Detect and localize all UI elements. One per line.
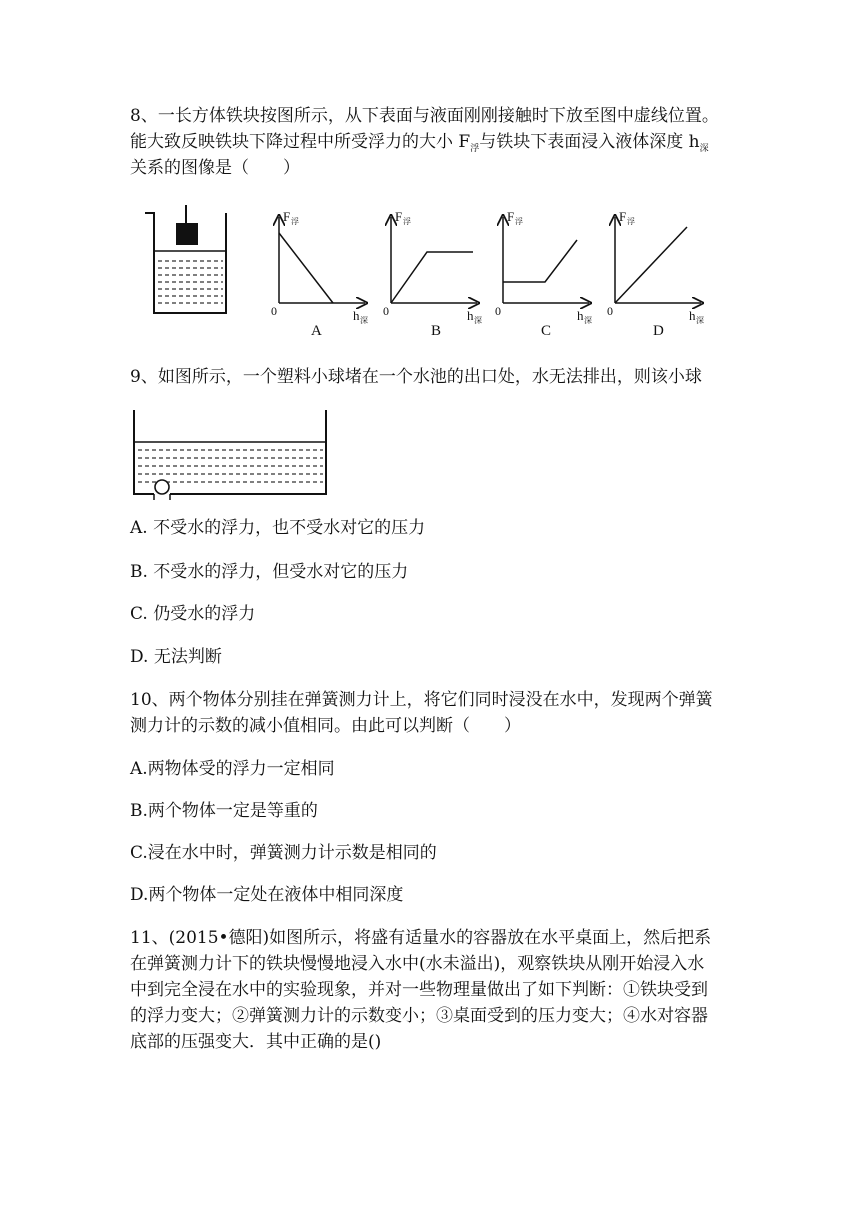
graph-c-ysub: 浮 [515,217,523,226]
pool-figure [130,408,330,500]
graph-d-ysub: 浮 [627,217,635,226]
graph-d-line [615,227,687,303]
graph-a-origin: 0 [271,304,277,318]
q11-line3: 中到完全浸在水中的实验现象，并对一些物理量做出了如下判断：①铁块受到 [130,980,708,1000]
q8-line2-b: 与铁块下表面浸入液体深度 h [479,132,700,152]
graph-d-origin: 0 [607,304,613,318]
graph-b-ysub: 浮 [403,217,411,226]
graph-c-label: C [541,323,552,339]
graph-b-origin: 0 [383,304,389,318]
graph-a-ylabel: F [283,209,291,224]
q11-line2: 在弹簧测力计下的铁块慢慢地浸入水中(水未溢出)，观察铁块从刚开始浸入水 [130,954,705,974]
graph-d-label: D [653,323,664,339]
q8-sub-fu: 浮 [470,144,480,154]
graph-c-xlabel: h [577,308,584,323]
q9-stem: 9、如图所示，一个塑料小球堵在一个水池的出口处，水无法排出，则该小球 [130,367,702,387]
q10-option-a: A.两物体受的浮力一定相同 [130,759,335,779]
graph-c-origin: 0 [495,304,501,318]
graph-b-line [391,252,473,303]
q11-line5: 底部的压强变大．其中正确的是() [130,1032,382,1052]
q8-line3: 关系的图像是（ ） [130,158,300,178]
q11-line4: 的浮力变大；②弹簧测力计的示数变小；③桌面受到的压力变大；④水对容器 [130,1006,708,1026]
graph-a [279,217,365,303]
q10-line1: 10、两个物体分别挂在弹簧测力计上，将它们同时浸没在水中，发现两个弹簧 [130,690,713,710]
graph-d-ylabel: F [619,209,627,224]
q9-option-c: C. 仍受水的浮力 [130,604,256,624]
q8-line2 [130,130,709,157]
q8-sub-shen: 深 [699,144,709,154]
graph-c-xsub: 深 [584,316,592,325]
q9-option-d: D. 无法判断 [130,647,222,667]
graph-c-line [503,240,577,282]
graph-d-xsub: 深 [696,316,704,325]
q10-line2: 测力计的示数的减小值相同。由此可以判断（ ） [130,716,521,736]
q8-line2-a: 能大致反映铁块下降过程中所受浮力的大小 F [130,132,471,152]
q10-option-c: C.浸在水中时，弹簧测力计示数是相同的 [130,843,437,863]
plastic-ball [155,480,169,494]
graph-a-label: A [311,323,322,339]
graph-a-ysub: 浮 [291,217,299,226]
q8-line1: 8、一长方体铁块按图所示，从下表面与液面刚刚接触时下放至图中虚线位置。 [130,106,719,126]
q9-option-a: A. 不受水的浮力，也不受水对它的压力 [130,518,426,538]
graph-c-ylabel: F [507,209,515,224]
q10-option-b: B.两个物体一定是等重的 [130,801,318,821]
graph-b-ylabel: F [395,209,403,224]
q10-option-d: D.两个物体一定处在液体中相同深度 [130,885,404,905]
graph-a-xsub: 深 [360,316,368,325]
graph-b-xlabel: h [467,308,474,323]
graph-d-xlabel: h [689,308,696,323]
graph-c [503,217,589,303]
graph-b-xsub: 深 [474,316,482,325]
beaker-figure [140,205,240,320]
graph-a-line [279,233,333,303]
graph-d [615,217,701,303]
graph-b-label: B [431,323,442,339]
iron-block [176,223,198,245]
graph-b [391,217,477,303]
q9-option-b: B. 不受水的浮力，但受水对它的压力 [130,562,409,582]
q11-line1: 11、(2015•德阳)如图所示，将盛有适量水的容器放在水平桌面上，然后把系 [130,928,712,948]
graph-a-xlabel: h [353,308,360,323]
q8-graphs [265,205,725,345]
